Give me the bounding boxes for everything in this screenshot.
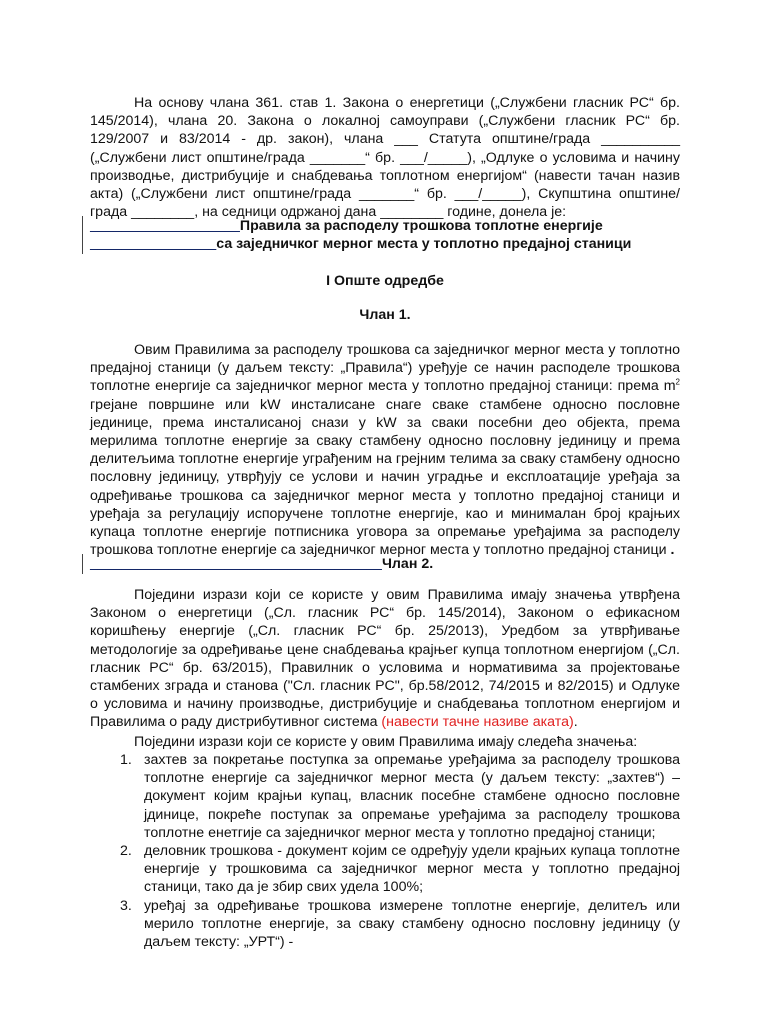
title-blank-1: ___________________ — [90, 218, 240, 234]
article-1-end: . — [666, 542, 675, 559]
article-2-para-2: Поједини изрази који се користе у овим Правилима имају следећа значења: — [134, 734, 638, 750]
article-1-heading: Члан 1. — [359, 307, 411, 323]
article-1-part-a: Овим Правилима за расподелу трошкова са заједничког мерног места у топлотно предајној станици (у даљем тексту: „Правила“) уређује се начин расподеле трошкова топлотне енергије са заједничког мерног места у топлотно предајној станици: према m — [90, 342, 680, 395]
article-2-heading: Члан 2. — [381, 556, 434, 572]
title-line-2 — [90, 236, 631, 252]
article-2-red-note: (навести тачне називе аката) — [381, 714, 574, 731]
title-line-1 — [90, 218, 603, 234]
list-item — [120, 897, 680, 952]
article-1-text — [90, 341, 680, 559]
list-item — [120, 751, 680, 842]
sup-2: 2 — [675, 377, 680, 387]
list-item — [120, 842, 680, 897]
definitions-list — [120, 751, 680, 951]
article-2-para-1-text: Поједини изрази који се користе у овим Правилима имају значења утврђена Законом о енергетици („Сл. гласник РС“ бр. 145/2014), Законом о ефикасном коришћењу енергије („Сл. гласник РС“ бр. 25/2013), Уредбом за утврђивање методологије за одређивање цене снабдевања крајњег купца топлотном енергијом („Сл. гласник РС“ бр. 63/2015), Правилник о условима и нормативима за пројектовање стамбених зграда и станова ("Сл. гласник РС", бр.58/2012, 74/2015 и 82/2015) и Одлуке о условима и начину производње, дистрибуције и снабдевања топлотном енергијом и Правилима о раду дистрибутивног система — [90, 587, 680, 731]
list-item-text: уређај за одређивање трошкова измерене топлотне енергије, делитељ или мерило топлотне енергије, за сваку стамбену односно пословну јединицу (у даљем тексту: „УРТ“) - — [144, 897, 680, 951]
title-blank-2: ________________ — [90, 236, 217, 252]
revision-bar-2 — [82, 554, 83, 574]
revision-bar — [82, 216, 83, 254]
list-item-text: деловник трошкова - документ којим се одређују удели крајњих купаца топлотне енергије у трошковима са заједничког мерног места у топлотно предајној станици, тако да је збир свих удела 100%; — [144, 843, 680, 896]
section-heading: I Опште одредбе — [326, 273, 444, 289]
list-item-number: 2. — [120, 843, 132, 860]
article-2-para-1 — [90, 586, 680, 732]
title-text-1: Правила за расподелу трошкова топлотне енергије — [239, 218, 603, 234]
list-item-number: 1. — [120, 752, 132, 768]
article-2-para-1-end: . — [573, 714, 578, 731]
list-item-number: 3. — [120, 897, 132, 914]
list-item-text: захтев за покретање поступка за опремање уређајима за расподелу трошкова топлотне енергије са заједничког мерног места (у даљем тексту: „захтев“) – документ којим крајњи купац, власник посебне стамбене односно пословне јдинице, покреће поступак за опремање уређајима за расподелу трошкова топлотне енетгије са заједничког мерног места у топлотно предајној станици; — [144, 752, 680, 841]
article-2-heading-line — [90, 556, 433, 572]
article-1-part-b: грејане површине или kW инсталисане снаге сваке стамбене односно пословне јединице, према инсталисаној снази у kW за сваки посебни део објекта, према мерилима топлотне енергије за сваку стамбену односно пословну јединицу и према делитељима топлотне енергије уграђеним на грејним телима за сваку стамбену односно пословну јединицу, утврђују се услови и начин уградње и експлоатације уређаја за одређивање трошкова са заједничког мерног места у топлотно предајној станици и уређаја за регулацију испоручене топлотне енергије, као и минималан број крајњих купаца топлотне енергије потписника уговора за опремање уређајима за расподелу трошкова топлотне енергије са заједничког мерног места у топлотно предајној станици — [90, 396, 680, 559]
title-text-2: са заједничког мерног места у топлотно предајној станици — [216, 236, 632, 252]
intro-paragraph: На основу члана 361. став 1. Закона о енергетици („Службени гласник РС“ бр. 145/2014), члана 20. Закона о локалној самоуправи („Службени гласник РС“ бр. 129/2007 и 83/2014 - др. закон), члана ___ Статута општине/града __________ („Службени лист општине/града _______“ бр. ___/_____), „Одлуке о условима и начину производње, дистрибуције и снабдевања топлотном енергијом“ (навести тачан назив акта) („Службени лист општине/града _______“ бр. ___/_____), Скупштина општине/града ________, на седници одржаној дана ________ године, донела је: — [90, 95, 680, 221]
article-2-blank: _____________________________________ — [90, 556, 382, 572]
